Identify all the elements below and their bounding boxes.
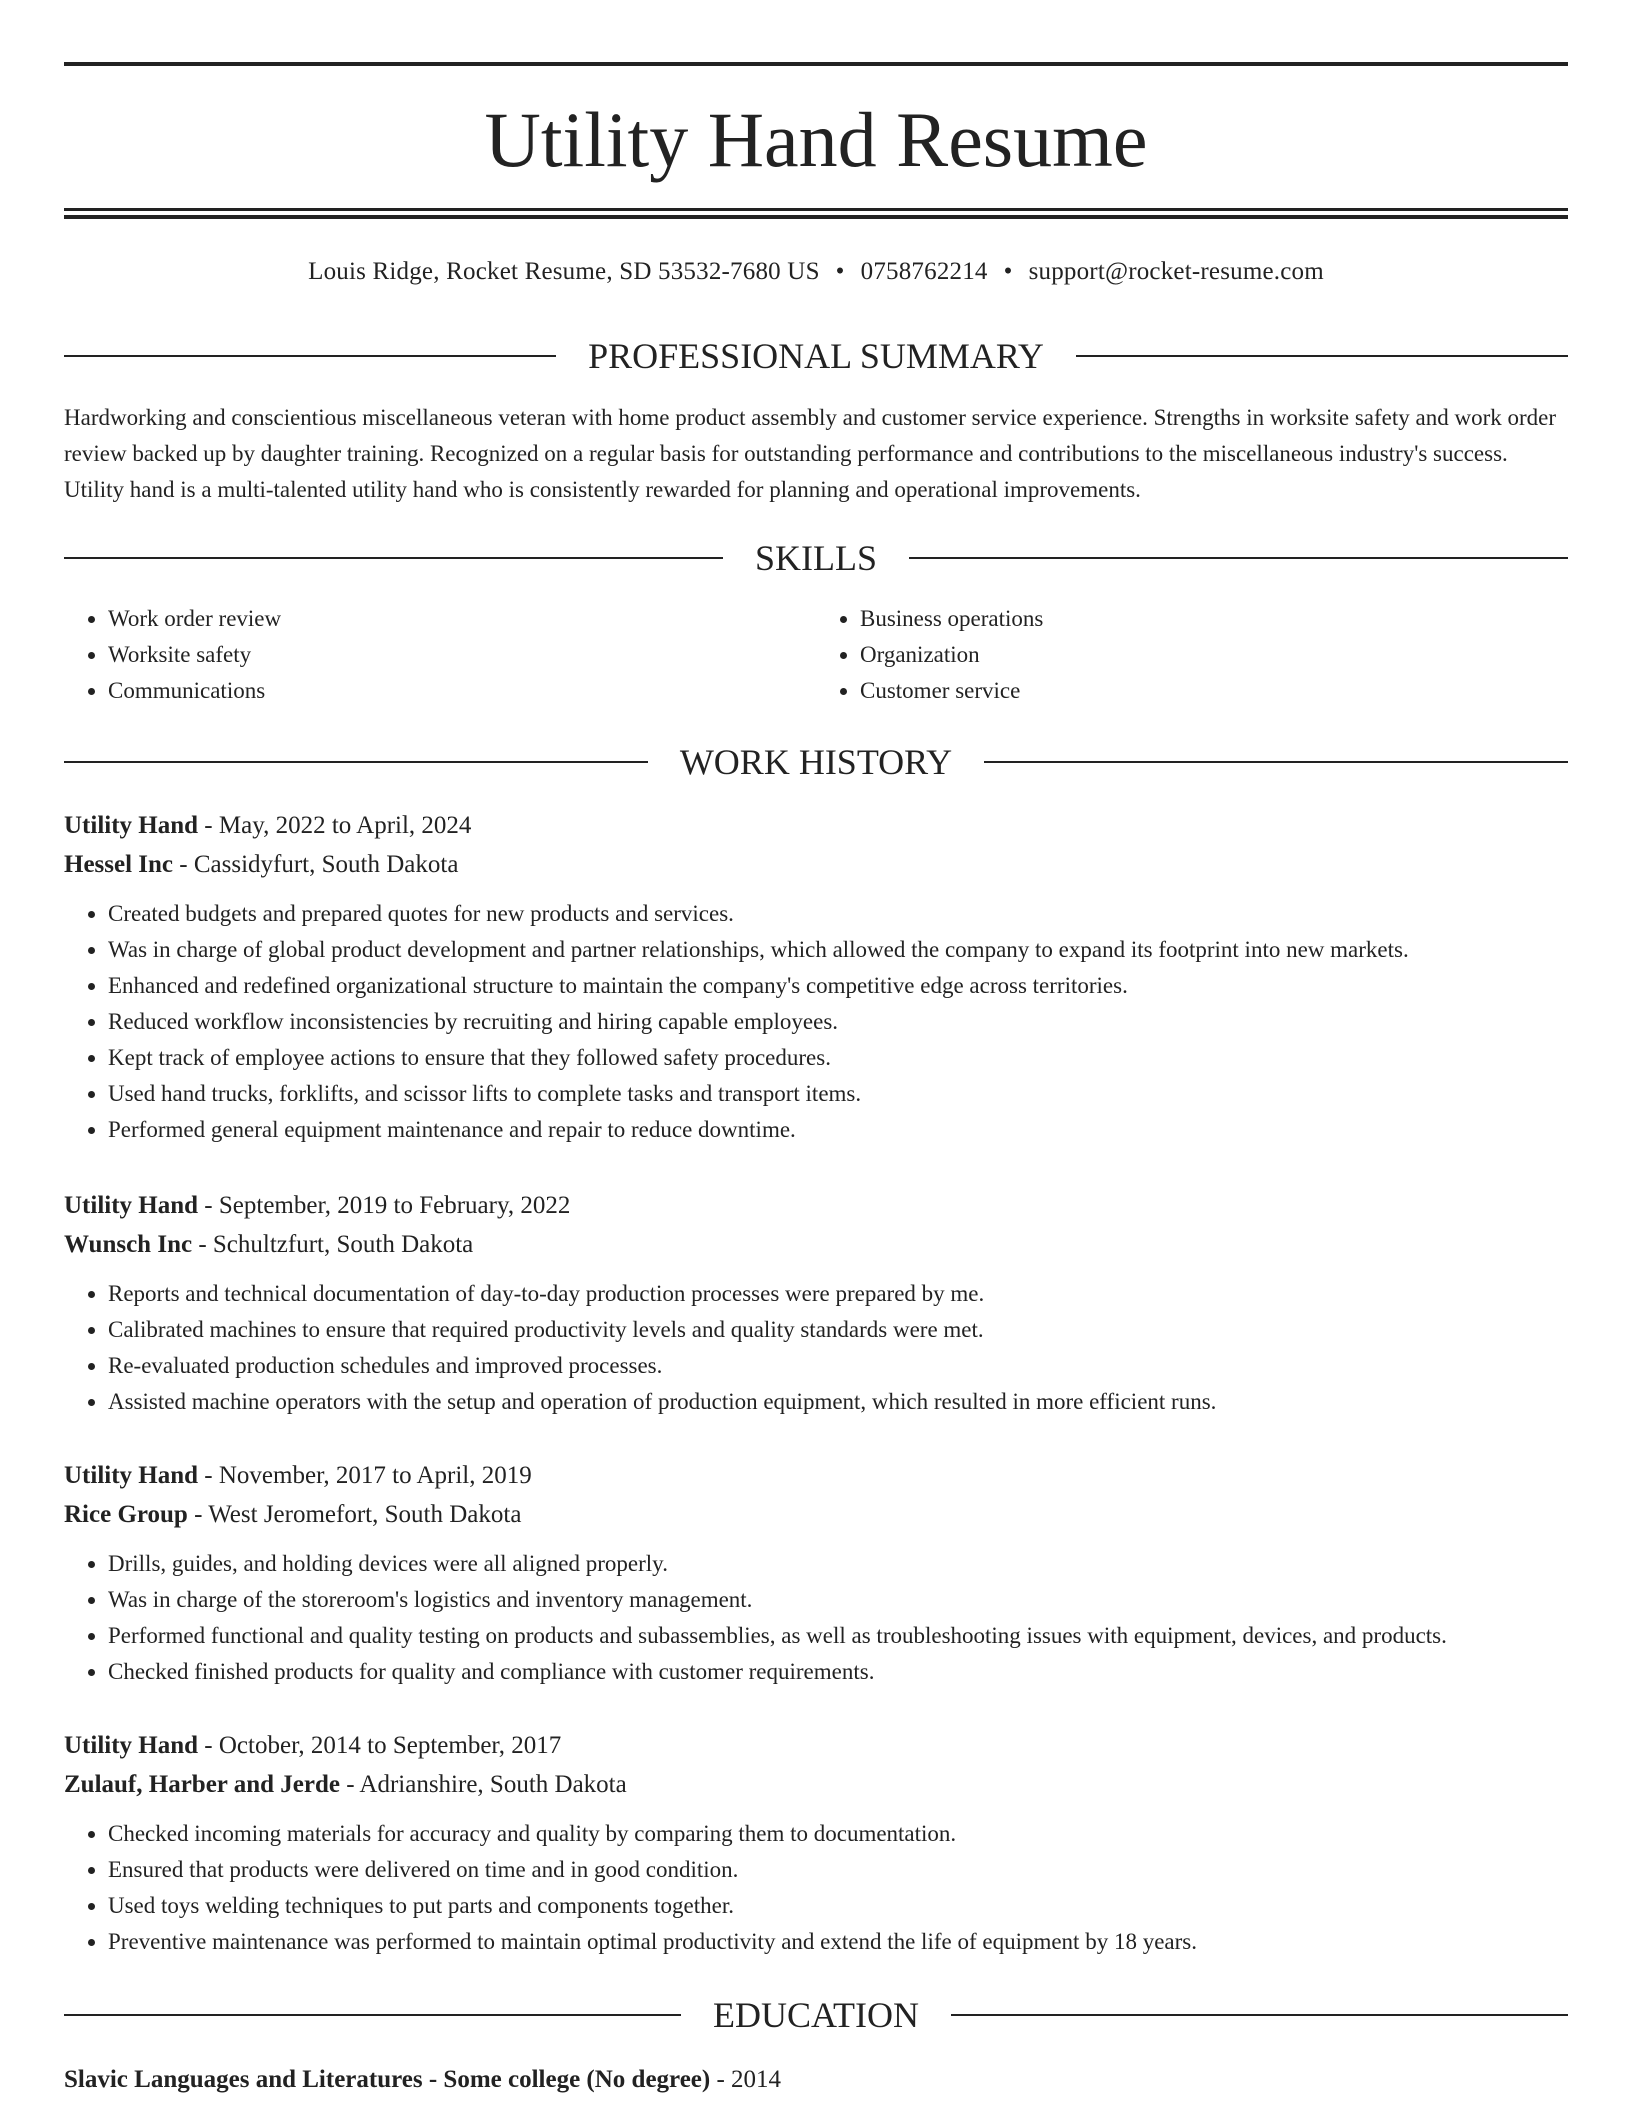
job-role: Utility Hand [64,1462,199,1489]
job-company: Hessel Inc [64,851,174,878]
contact-separator: • [1003,258,1013,285]
education-year: - 2014 [710,2066,782,2093]
job-title-line [64,1186,1568,1225]
job-company: Zulauf, Harber and Jerde [64,1771,340,1798]
job-location: - Adrianshire, South Dakota [339,1771,627,1798]
job-dates: - September, 2019 to February, 2022 [198,1192,571,1219]
education-degree: Slavic Languages and Literatures - Some college (No degree) [64,2066,711,2093]
job-bullet: • Assisted machine operators with the setup and operation of production equipment, which resulted in more efficient runs. [108,1384,1568,1420]
section-heading-summary [64,334,1568,378]
section-heading-work-history [64,740,1568,784]
job-company-line [64,1225,1568,1264]
top-rule [64,62,1568,66]
job-bullet: • Re-evaluated production schedules and improved processes. [108,1348,1568,1384]
job-role: Utility Hand [64,1192,199,1219]
job-dates: - May, 2022 to April, 2024 [198,812,472,839]
job-bullet: • Reports and technical documentation of day-to-day production processes were prepared by me. [108,1276,1568,1312]
job-bullet: • Used toys welding techniques to put parts and components together. [108,1888,1568,1924]
job-location: - Cassidyfurt, South Dakota [173,851,459,878]
job-company: Rice Group [64,1501,188,1528]
job-title-line [64,1456,1568,1495]
job-company: Wunsch Inc [64,1231,193,1258]
job-bullet: • Performed functional and quality testing on products and subassemblies, as well as troubleshooting issues with equipment, devices, and products. [108,1618,1568,1654]
divider [64,557,723,559]
contact-phone: 0758762214 [860,258,988,285]
job-bullet: • Used hand trucks, forklifts, and scissor lifts to complete tasks and transport items. [108,1076,1568,1112]
skill-item: • Work order review [108,601,816,637]
section-heading-skills [64,536,1568,580]
divider [64,2014,681,2016]
section-title: EDUCATION [713,1995,919,2035]
skill-item: • Worksite safety [108,637,816,673]
job-bullet: • Created budgets and prepared quotes for new products and services. [108,896,1568,932]
job-bullets [64,1816,1568,1960]
education-line [64,2060,1568,2099]
job-bullet: • Reduced workflow inconsistencies by recruiting and hiring capable employees. [108,1004,1568,1040]
skill-item: • Communications [108,673,816,709]
job-bullets [64,1276,1568,1420]
section-title: WORK HISTORY [679,742,953,782]
title-double-rule [64,208,1568,219]
skill-item: • Business operations [860,601,1568,637]
job-company-line [64,1765,1568,1804]
job-bullet: • Was in charge of global product development and partner relationships, which allowed the company to expand its footprint into new markets. [108,932,1568,968]
section-title: SKILLS [755,538,878,578]
contact-line [64,255,1568,289]
job-bullet: • Checked incoming materials for accuracy and quality by comparing them to documentation. [108,1816,1568,1852]
divider [984,761,1568,763]
contact-separator: • [835,258,845,285]
job-dates: - October, 2014 to September, 2017 [198,1732,562,1759]
job-title-line [64,806,1568,845]
job-entry [64,1456,1568,1690]
job-bullet: • Ensured that products were delivered on time and in good condition. [108,1852,1568,1888]
job-entry [64,1726,1568,1960]
job-bullets [64,896,1568,1148]
skills-list [64,601,1568,709]
divider [951,2014,1568,2016]
job-bullet: • Was in charge of the storeroom's logistics and inventory management. [108,1582,1568,1618]
job-bullet: • Checked finished products for quality and compliance with customer requirements. [108,1654,1568,1690]
section-heading-education [64,1993,1568,2037]
skill-item: • Organization [860,637,1568,673]
summary-text: Hardworking and conscientious miscellaneous veteran with home product assembly and customer service experience. Strengths in worksite safety and work order review backed up by daughter training. Recognized on a regular basis for outstanding performance and contributions to the miscellaneous industry's success. Utility hand is a multi-talented utility hand who is consistently rewarded for planning and operational improvements. [64,405,1557,502]
job-company-line [64,845,1568,884]
job-company-line [64,1495,1568,1534]
divider [64,355,556,357]
divider [1076,355,1568,357]
job-title-line [64,1726,1568,1765]
job-dates: - November, 2017 to April, 2019 [198,1462,532,1489]
job-location: - West Jeromefort, South Dakota [187,1501,522,1528]
job-bullet: • Kept track of employee actions to ensure that they followed safety procedures. [108,1040,1568,1076]
skill-item: • Customer service [860,673,1568,709]
divider [909,557,1568,559]
job-bullets [64,1546,1568,1690]
section-title: PROFESSIONAL SUMMARY [588,336,1044,376]
job-entry [64,1186,1568,1420]
skills-column-right [816,601,1568,709]
skills-column-left [64,601,816,709]
job-entry [64,806,1568,1148]
job-bullet: • Calibrated machines to ensure that required productivity levels and quality standards were met. [108,1312,1568,1348]
job-role: Utility Hand [64,812,199,839]
job-bullet: • Preventive maintenance was performed to maintain optimal productivity and extend the life of equipment by 18 years. [108,1924,1568,1960]
divider [64,761,648,763]
job-bullet: • Enhanced and redefined organizational structure to maintain the company's competitive edge across territories. [108,968,1568,1004]
job-bullet: • Performed general equipment maintenance and repair to reduce downtime. [108,1112,1568,1148]
job-bullet: • Drills, guides, and holding devices were all aligned properly. [108,1546,1568,1582]
contact-address: Louis Ridge, Rocket Resume, SD 53532-7680 US [308,258,820,285]
job-role: Utility Hand [64,1732,199,1759]
resume-title: Utility Hand Resume [484,96,1148,183]
contact-email: support@rocket-resume.com [1028,258,1324,285]
job-location: - Schultzfurt, South Dakota [192,1231,474,1258]
education-entry [64,2060,1568,2099]
